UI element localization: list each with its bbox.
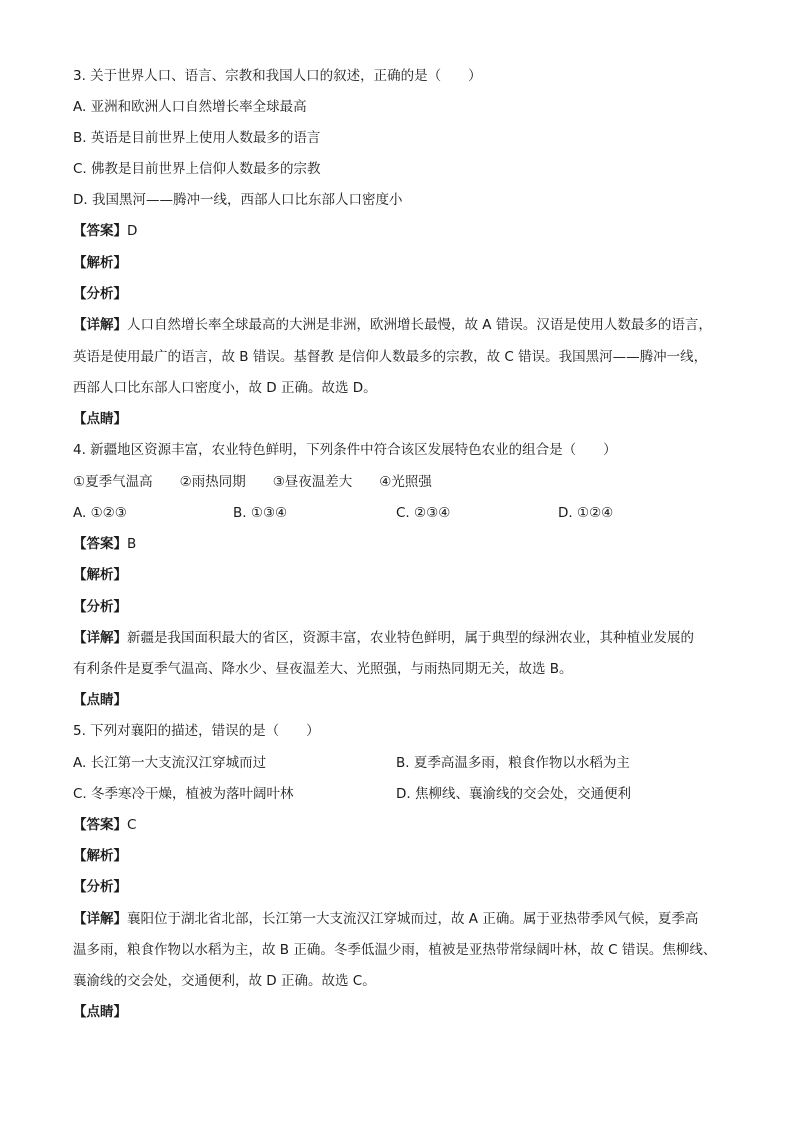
q4-fenxi-tag: 【分析】 [73,599,127,615]
q5-stem: 5. 下列对襄阳的描述，错误的是（ ） [73,723,320,739]
q5-answer [73,816,723,834]
q5-xiangjie-line-2: 温多雨，粮食作物以水稻为主，故 B 正确。冬季低温少雨，植被是亚热带常绿阔叶林，故 C 错误。焦柳线、 [73,942,717,958]
q3-answer [73,222,723,240]
q4-xiangjie-line-2: 有利条件是夏季气温高、降水少、昼夜温差大、光照强，与雨热同期无关，故选 B。 [73,661,573,677]
q4-xiangjie-tag: 【详解】 [73,630,127,646]
q5-fenxi-tag: 【分析】 [73,879,127,895]
q4-dianjing-tag: 【点睛】 [73,692,127,708]
q3-answer-tag: 【答案】 [73,223,127,239]
q3-option-a: A. 亚洲和欧洲人口自然增长率全球最高 [73,99,307,115]
q3-answer-value: D [127,223,138,239]
q5-answer-value: C [127,817,137,833]
q5-option-d: D. 焦柳线、襄渝线的交会处，交通便利 [396,786,631,802]
q4-stem: 4. 新疆地区资源丰富，农业特色鲜明，下列条件中符合该区发展特色农业的组合是（ ） [73,442,617,458]
q5-xiangjie-text-1: 襄阳位于湖北省北部，长江第一大支流汉江穿城而过，故 A 正确。属于亚热带季风气候，夏季高 [127,911,699,927]
q3-xiangjie-text-1: 人口自然增长率全球最高的大洲是非洲，欧洲增长最慢，故 A 错误。汉语是使用人数最多的语言， [127,317,712,333]
q4-answer [73,535,723,553]
q4-answer-value: B [127,536,137,552]
q3-xiangjie-tag: 【详解】 [73,317,127,333]
q5-jiexi-tag: 【解析】 [73,848,127,864]
q3-fenxi-tag: 【分析】 [73,286,127,302]
q3-xiangjie-line-1 [73,316,723,334]
q3-xiangjie-line-2: 英语是使用最广的语言，故 B 错误。基督教 是信仰人数最多的宗教，故 C 错误。我国黑河——腾冲一线， [73,349,708,365]
q5-answer-tag: 【答案】 [73,817,127,833]
q5-option-a: A. 长江第一大支流汉江穿城而过 [73,755,267,771]
q3-dianjing-tag: 【点睛】 [73,411,127,427]
q5-option-c: C. 冬季寒冷干燥，植被为落叶阔叶林 [73,786,294,802]
q4-answer-tag: 【答案】 [73,536,127,552]
q4-option-d: D. ①②④ [558,505,614,521]
q3-xiangjie-line-3: 西部人口比东部人口密度小，故 D 正确。故选 D。 [73,380,377,396]
q4-option-b: B. ①③④ [233,505,288,521]
q4-option-c: C. ②③④ [396,505,451,521]
q3-option-c: C. 佛教是目前世界上信仰人数最多的宗教 [73,161,321,177]
q5-xiangjie-line-1 [73,910,723,928]
q3-option-d: D. 我国黑河——腾冲一线，西部人口比东部人口密度小 [73,192,403,208]
q5-xiangjie-tag: 【详解】 [73,911,127,927]
q4-jiexi-tag: 【解析】 [73,567,127,583]
q5-xiangjie-line-3: 襄渝线的交会处，交通便利，故 D 正确。故选 C。 [73,973,376,989]
q3-stem: 3. 关于世界人口、语言、宗教和我国人口的叙述，正确的是（ ） [73,68,482,84]
q3-option-b: B. 英语是目前世界上使用人数最多的语言 [73,130,321,146]
q4-conditions: ①夏季气温高 ②雨热同期 ③昼夜温差大 ④光照强 [73,474,432,490]
q5-option-b: B. 夏季高温多雨，粮食作物以水稻为主 [396,755,630,771]
q5-dianjing-tag: 【点睛】 [73,1004,127,1020]
q3-jiexi-tag: 【解析】 [73,255,127,271]
q4-xiangjie-line-1 [73,629,723,647]
q4-xiangjie-text-1: 新疆是我国面积最大的省区，资源丰富，农业特色鲜明，属于典型的绿洲农业，其种植业发展的 [127,630,694,646]
q4-option-a: A. ①②③ [73,505,127,521]
